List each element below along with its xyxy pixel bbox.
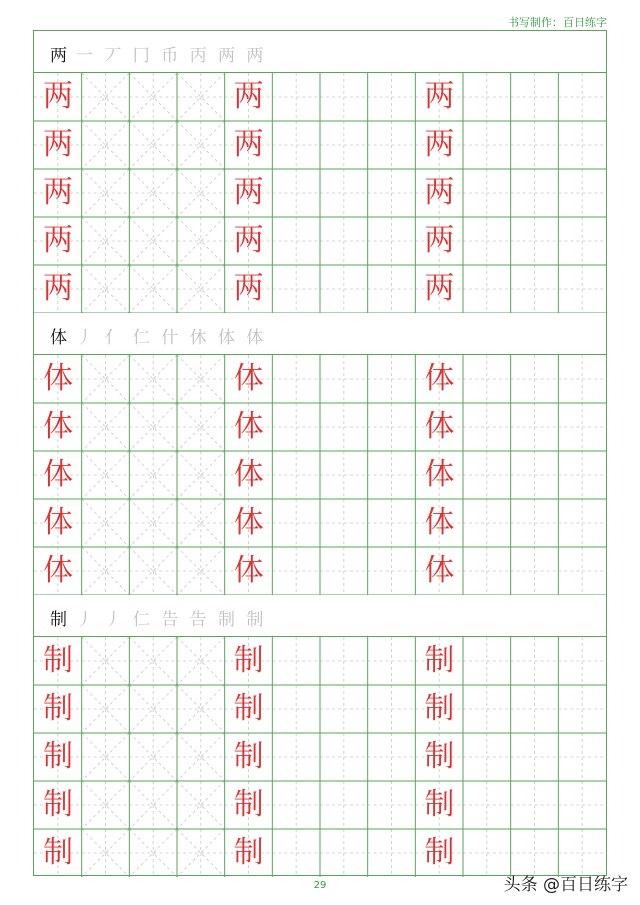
model-character: 两	[233, 127, 264, 162]
practice-grid	[34, 73, 606, 313]
model-character: 两	[424, 223, 455, 258]
model-character: 制	[424, 835, 455, 870]
stroke-sequence: 丿 亻 仁 什 休 体 体	[76, 328, 267, 348]
model-character: 制	[424, 691, 455, 726]
model-character: 制	[233, 739, 264, 774]
model-character: 制	[424, 739, 455, 774]
model-character: 体	[43, 409, 73, 444]
model-character: 两	[233, 175, 264, 210]
model-character: 两	[43, 175, 73, 210]
model-character: 体	[424, 361, 455, 396]
model-character: 体	[424, 409, 455, 444]
model-character: 两	[233, 79, 264, 114]
model-character: 体	[43, 553, 73, 588]
practice-sheet	[33, 30, 607, 876]
section-character: 两	[50, 46, 67, 66]
stroke-order-row	[34, 595, 606, 637]
model-character: 制	[424, 787, 455, 822]
model-character: 制	[43, 787, 73, 822]
model-character: 制	[43, 835, 73, 870]
character-section	[34, 595, 606, 877]
model-character: 两	[233, 271, 264, 306]
grid-lines	[34, 73, 606, 313]
model-character: 两	[43, 127, 73, 162]
model-character: 两	[43, 271, 73, 306]
model-character: 体	[43, 361, 73, 396]
model-character: 体	[43, 505, 73, 540]
model-character: 体	[424, 553, 455, 588]
stroke-order-row	[34, 31, 606, 73]
model-character: 两	[424, 271, 455, 306]
model-character: 体	[233, 553, 264, 588]
section-character: 制	[50, 610, 67, 630]
model-character: 两	[424, 127, 455, 162]
model-character: 制	[233, 787, 264, 822]
practice-grid	[34, 637, 606, 877]
model-character: 两	[424, 79, 455, 114]
stroke-order-row	[34, 313, 606, 355]
model-character: 体	[424, 505, 455, 540]
model-character: 两	[43, 79, 73, 114]
character-section	[34, 31, 606, 313]
character-section	[34, 313, 606, 595]
model-character: 两	[424, 175, 455, 210]
watermark: 头条 @百日练字	[503, 875, 628, 895]
model-character: 制	[233, 835, 264, 870]
grid-lines	[34, 637, 606, 877]
model-character: 制	[43, 691, 73, 726]
model-character: 两	[233, 223, 264, 258]
model-character: 体	[233, 361, 264, 396]
model-character: 制	[43, 643, 73, 678]
model-character: 体	[233, 409, 264, 444]
section-character: 体	[50, 328, 67, 348]
model-character: 制	[43, 739, 73, 774]
model-character: 制	[233, 643, 264, 678]
model-character: 两	[43, 223, 73, 258]
header-credit: 书写制作：百日练字	[508, 16, 607, 29]
model-character: 制	[233, 691, 264, 726]
stroke-sequence: 一 丆 冂 币 丙 两 两	[76, 46, 267, 66]
model-character: 体	[43, 457, 73, 492]
practice-grid	[34, 355, 606, 595]
model-character: 体	[424, 457, 455, 492]
stroke-sequence: 丿 丿 仁 告 告 制 制	[76, 610, 267, 630]
model-character: 体	[233, 505, 264, 540]
page-number: 29	[313, 880, 327, 891]
model-character: 体	[233, 457, 264, 492]
grid-lines	[34, 355, 606, 595]
model-character: 制	[424, 643, 455, 678]
